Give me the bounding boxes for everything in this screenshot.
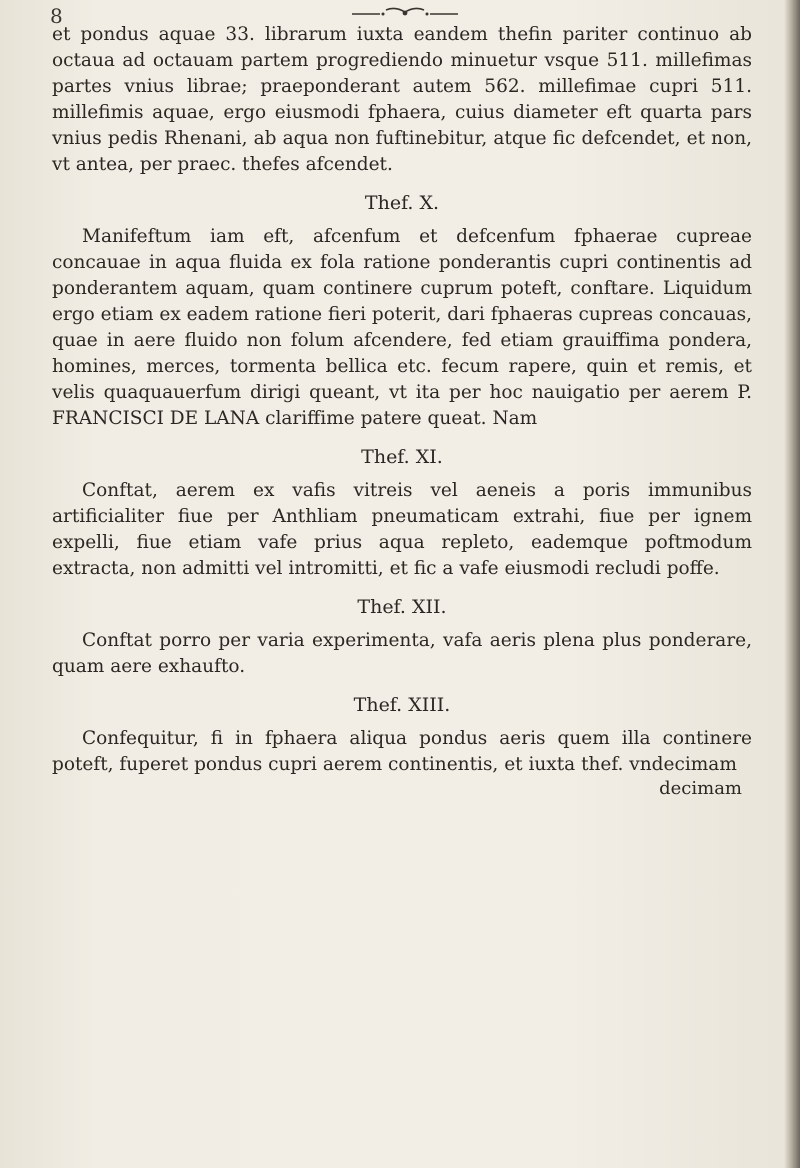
page-text [52, 22, 752, 799]
header-ornament-icon [350, 6, 460, 18]
thesis-xiii-paragraph: Confequitur, fi in fphaera aliqua pondus aeris quem illa continere poteft, fuperet pondus cupri aerem continentis, et iuxta thef. vndecimam [52, 728, 752, 775]
thesis-x-paragraph: Manifeftum iam eft, afcenfum et defcenfum fphaerae cupreae concauae in aqua fluida ex fola ratione ponderantis cupri continentis ad ponderantem aquam, quam continere cuprum poteft, conftare. Liquidum ergo etiam ex eadem ratione fieri poterit, dari fphaeras cupreas concauas, quae in aere fluido non folum afcendere, fed etiam grauiffima pondera, homines, merces, tormenta bellica etc. fecum rapere, quin et remis, et velis quaquauerfum dirigi queant, vt ita per hoc nauigatio per aerem P. FRANCISCI DE LANA clariffime patere queat. Nam [52, 226, 752, 429]
thesis-xi-paragraph: Conftat, aerem ex vafis vitreis vel aeneis a poris immunibus artificialiter fiue per Anthliam pneumaticam extrahi, fiue per ignem expelli, fiue etiam vafe prius aqua repleto, eademque poftmodum extracta, non admitti vel intromitti, et fic a vafe eiusmodi recludi poffe. [52, 480, 752, 579]
page-number: 8 [50, 4, 63, 28]
thesis-xiii-heading: Thef. XIII. [353, 694, 451, 716]
thesis-xii-paragraph: Conftat porro per varia experimenta, vafa aeris plena plus ponderare, quam aere exhaufto. [52, 630, 752, 677]
intro-paragraph: et pondus aquae 33. librarum iuxta eandem thefin pariter continuo ab octaua ad octauam partem progrediendo minuetur vsque 511. millefimas partes vnius librae; praeponderant autem 562. millefimae cupri 511. millefimis aquae, ergo eiusmodi fphaera, cuius diameter eft quarta pars vnius pedis Rhenani, ab aqua non fuftinebitur, atque fic defcendet, et non, vt antea, per praec. thefes afcendet. [52, 24, 752, 175]
catchword: decimam [659, 778, 742, 799]
thesis-x-heading: Thef. X. [364, 192, 440, 214]
thesis-xii-heading: Thef. XII. [357, 596, 447, 618]
thesis-xi-heading: Thef. XI. [361, 446, 443, 468]
page-edge-shadow [784, 0, 800, 1168]
